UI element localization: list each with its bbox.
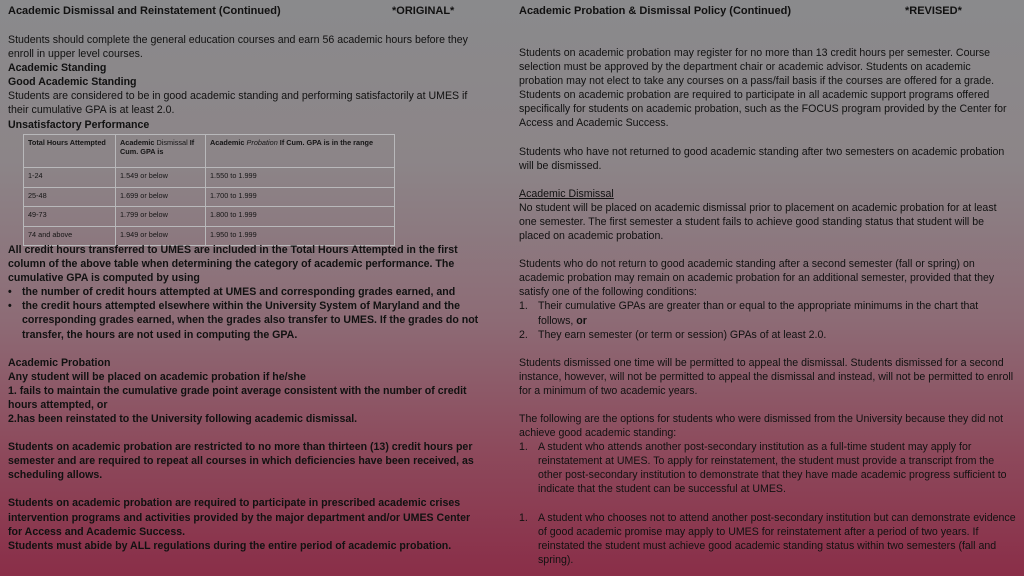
abide-text: Students must abide by ALL regulations during the entire period of academic probation. (8, 539, 452, 552)
table-row (24, 187, 395, 207)
cell-hours: 74 and above (24, 226, 116, 246)
dismissal-heading: Academic Dismissal (519, 187, 614, 200)
cell-probation: 1.550 to 1.999 (206, 168, 395, 188)
gpa-bullet-list (8, 285, 486, 341)
list-item: 1. Their cumulative GPAs are greater than or equal to the appropriate minimums in the chart that follows, or (519, 300, 979, 327)
dismissal-text: No student will be placed on academic dismissal prior to placement on academic probation for at least one semester. The first semester a student fails to achieve good standing status that student will be placed on academic probation. (519, 201, 997, 243)
cell-dismissal: 1.799 or below (116, 207, 206, 227)
appeal-text: Students dismissed one time will be permitted to appeal the dismissal. Students dismissed for a second instance, however, will not be permitted to appeal the dismissal and instead, will not be permitted to enroll for a minimum of two academic years. (519, 356, 1014, 397)
good-standing-heading: Good Academic Standing (8, 76, 137, 89)
cell-dismissal: 1.699 or below (116, 187, 206, 207)
restricted-text: Students on academic probation are restricted to no more than thirteen (13) credit hours per semester and are required to repeat all courses in which deficiencies have been received, as scheduling allows. (8, 441, 474, 482)
col-dismissal: Academic Dismissal If Cum. GPA is (116, 135, 206, 168)
table-row (24, 168, 395, 188)
good-standing-text: Students are considered to be in good academic standing and performing satisfactorily at UMES if their cumulative GPA is at least 2.0. (8, 90, 468, 117)
intro-text: Students should complete the general education courses and earn 56 academic hours before they enroll in upper level courses. (8, 34, 468, 61)
probation-item-1: 1. fails to maintain the cumulative grade point average consistent with the number of credit hours attempted, or (8, 384, 467, 411)
cell-hours: 25-48 (24, 187, 116, 207)
list-item: 1. A student who chooses not to attend another post-secondary institution but can demonstrate evidence of good academic promise may apply to UMES for reinstatement after a period of two years. If reinstated the student must achieve good academic standing status within two semesters (fall and spring). (519, 511, 1016, 566)
col-probation: Academic Probation If Cum. GPA is in the range (206, 135, 395, 168)
registration-text: Students on academic probation may register for no more than 13 credit hours per semester. Course selection must be approved by the department chair or academic advisor. Students on academic probation may not elect to take any courses on a pass/fail basis if the courses are offered for a grade. Students on academic probation are required to participate in all academic support programs offered specifically for students on academic probation, such as the FOCUS program provided by the Center for Access and Academic Success. (519, 47, 1007, 130)
right-header: Academic Probation & Dismissal Policy (Continued) (519, 5, 791, 17)
table-row (24, 207, 395, 227)
cell-hours: 1-24 (24, 168, 116, 188)
list-item: • the credit hours attempted elsewhere within the University System of Maryland and the corresponding grades earned, when the grades also transfer to UMES. If the grades do not transfer, the hours are not used in computing the GPA. (8, 299, 486, 341)
cell-probation: 1.950 to 1.999 (206, 226, 395, 246)
table-header-row (24, 135, 395, 168)
unsatisfactory-heading: Unsatisfactory Performance (8, 118, 150, 131)
original-tag: *ORIGINAL* (392, 5, 455, 17)
two-semesters-text: Students who have not returned to good academic standing after two semesters on academic probation will be dismissed. (519, 145, 1005, 172)
probation-heading: Academic Probation (8, 356, 111, 369)
transfer-text: All credit hours transferred to UMES are included in the Total Hours Attempted in the first column of the above table when determining the category of academic performance. The cumulative GPA is computed by using (8, 244, 458, 285)
left-header: Academic Dismissal and Reinstatement (Continued) (8, 5, 281, 17)
col-total-hours: Total Hours Attempted (24, 135, 116, 168)
conditions-list (519, 299, 1016, 341)
list-item: 2. They earn semester (or term or session) GPAs of at least 2.0. (519, 328, 827, 341)
cell-probation: 1.700 to 1.999 (206, 187, 395, 207)
cell-dismissal: 1.549 or below (116, 168, 206, 188)
right-section (519, 46, 1016, 567)
cell-dismissal: 1.949 or below (116, 226, 206, 246)
cell-hours: 49-73 (24, 207, 116, 227)
probation-intro: Any student will be placed on academic probation if he/she (8, 370, 306, 383)
cell-probation: 1.800 to 1.999 (206, 207, 395, 227)
revised-tag: *REVISED* (905, 5, 962, 17)
academic-standing-heading: Academic Standing (8, 62, 107, 75)
left-top-section (8, 33, 486, 132)
list-item: • the number of credit hours attempted at UMES and corresponding grades earned, and (8, 285, 486, 299)
second-semester-text: Students who do not return to good academic standing after a second semester (fall or spring) on academic probation may remain on academic probation for an additional semester, provided that they satisfy one of the following conditions: (519, 258, 995, 299)
options-list (519, 440, 1016, 567)
crises-text: Students on academic probation are required to participate in prescribed academic crises intervention programs and activities provided by the major department and/or UMES Center for Access and Academic Success. (8, 497, 471, 538)
list-item: 1. A student who attends another post-secondary institution as a full-time student may apply for reinstatement at UMES. To apply for reinstatement, the student must provide a transcript from the other post-secondary institution to demonstrate that they have made academic progress sufficient to indicate that the student can be successful at UMES. (519, 441, 1007, 496)
left-bottom-section (8, 243, 486, 553)
options-intro: The following are the options for students who were dismissed from the University because they did not achieve good academic standing: (519, 412, 1004, 440)
probation-item-2: 2.has been reinstated to the University following academic dismissal. (8, 413, 358, 426)
performance-table (23, 134, 395, 246)
